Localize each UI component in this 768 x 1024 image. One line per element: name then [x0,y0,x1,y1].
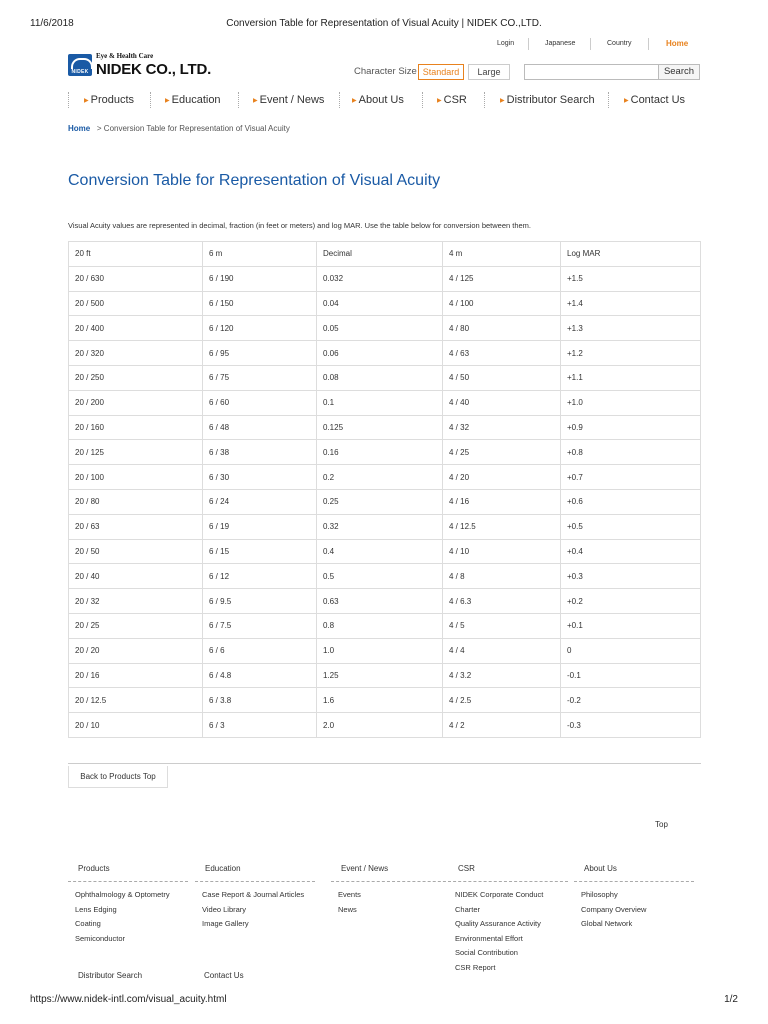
table-cell: 0.2 [317,465,443,490]
nav-label: About Us [358,94,404,106]
table-cell: 4 / 125 [443,266,561,291]
table-cell: 0.04 [317,291,443,316]
table-cell: +0.9 [561,415,701,440]
table-cell: 20 / 320 [69,341,203,366]
nav-label: Distributor Search [506,94,595,106]
table-cell: 6 / 4.8 [203,663,317,688]
table-cell: 4 / 80 [443,316,561,341]
table-cell: 4 / 32 [443,415,561,440]
table-cell: 20 / 500 [69,291,203,316]
table-cell: 6 / 24 [203,489,317,514]
print-title: Conversion Table for Representation of Visual Acuity | NIDEK CO.,LTD. [226,18,542,29]
table-cell: 6 / 7.5 [203,613,317,638]
nav-item-distributor-search[interactable] [500,90,595,110]
table-cell: -0.1 [561,663,701,688]
footer-column-heading[interactable]: CSR [448,864,568,882]
table-cell: 4 / 6.3 [443,589,561,614]
table-row [69,440,701,465]
table-cell: +0.4 [561,539,701,564]
footer-link[interactable]: Video Library [202,904,247,914]
print-header [30,18,738,32]
divider [528,38,529,50]
footer-link[interactable]: Company Overview [581,904,647,914]
nav-divider [68,92,69,108]
nav-divider [238,92,239,108]
table-cell: +0.8 [561,440,701,465]
table-row [69,613,701,638]
footer-link[interactable]: NIDEK Corporate Conduct [455,890,544,899]
nidek-logo-icon [68,54,92,76]
logo-mark-text: NIDEK [71,69,89,75]
table-cell: 20 / 12.5 [69,688,203,713]
table-cell: +1.4 [561,291,701,316]
table-cell: -0.3 [561,713,701,738]
table-cell: 6 / 38 [203,440,317,465]
footer-column-heading[interactable]: Education [195,864,315,882]
table-row [69,316,701,341]
table-cell: 4 / 4 [443,638,561,663]
column-header: Decimal [317,242,443,267]
table-row [69,341,701,366]
footer-link-list [331,882,451,917]
table-cell: 4 / 10 [443,539,561,564]
table-row [69,489,701,514]
table-cell: 20 / 20 [69,638,203,663]
table-cell: 20 / 250 [69,365,203,390]
table-body [69,266,701,737]
arrow-right-icon: ▶ [500,98,505,104]
table-cell: 4 / 100 [443,291,561,316]
table-cell: 20 / 32 [69,589,203,614]
table-cell: 1.6 [317,688,443,713]
table-cell: 0.5 [317,564,443,589]
footer-link-list [195,882,315,932]
country-link[interactable]: Country [607,40,632,47]
table-cell: 0.06 [317,341,443,366]
table-cell: 0.032 [317,266,443,291]
table-cell: 4 / 50 [443,365,561,390]
table-cell: 20 / 25 [69,613,203,638]
footer-link-list [448,882,568,975]
table-row [69,365,701,390]
nav-label: Contact Us [630,94,686,106]
table-cell: 6 / 120 [203,316,317,341]
divider [648,38,649,50]
table-cell: 4 / 5 [443,613,561,638]
footer-contact-us-link[interactable]: Contact Us [204,971,244,980]
table-cell: +1.3 [561,316,701,341]
table-cell: 4 / 25 [443,440,561,465]
table-cell: 6 / 95 [203,341,317,366]
table-cell: 6 / 3 [203,713,317,738]
japanese-link[interactable]: Japanese [545,40,576,47]
footer-column-heading[interactable]: Event / News [331,864,451,882]
nav-label: Education [171,94,221,106]
table-cell: 6 / 60 [203,390,317,415]
table-row [69,589,701,614]
breadcrumb [68,124,290,133]
footer-link-list [574,882,694,932]
standard-size-button[interactable]: Standard [418,64,464,80]
table-cell: 4 / 2.5 [443,688,561,713]
acuity-conversion-table [68,241,701,738]
nav-label: Products [90,94,135,106]
footer-link-list [68,882,188,946]
footer-link[interactable]: Image Gallery [202,919,249,928]
footer-link[interactable]: Lens Edging [75,904,117,914]
nav-divider [339,92,340,108]
table-cell: +0.3 [561,564,701,589]
table-cell: 20 / 50 [69,539,203,564]
table-cell: 20 / 125 [69,440,203,465]
footer-link[interactable]: Social Contribution [455,948,518,957]
table-cell: 6 / 190 [203,266,317,291]
table-row [69,291,701,316]
table-cell: 2.0 [317,713,443,738]
table-row [69,564,701,589]
nav-item-education[interactable] [165,90,221,110]
column-header: 6 m [203,242,317,267]
print-url: https://www.nidek-intl.com/visual_acuity.html [30,994,227,1005]
footer-link[interactable]: CSR Report [455,962,496,972]
nav-item-about-us[interactable] [352,90,404,110]
table-cell: 4 / 63 [443,341,561,366]
column-header: Log MAR [561,242,701,267]
footer-column [195,864,315,932]
back-area [68,763,701,781]
table-cell: 6 / 9.5 [203,589,317,614]
arrow-right-icon: ▶ [624,98,629,104]
footer-link[interactable]: Events [338,890,361,899]
footer-link[interactable]: Semiconductor [75,933,126,943]
arrow-right-icon: ▶ [84,98,89,104]
table-cell: +1.2 [561,341,701,366]
table-cell: 4 / 20 [443,465,561,490]
table-cell: 0.1 [317,390,443,415]
table-cell: 1.0 [317,638,443,663]
table-cell: 6 / 19 [203,514,317,539]
footer-column-heading[interactable]: About Us [574,864,694,882]
table-cell: 20 / 63 [69,514,203,539]
table-row [69,539,701,564]
large-size-button[interactable]: Large [468,64,510,80]
main-nav [68,90,700,110]
table-cell: 1.25 [317,663,443,688]
print-page-number: 1/2 [724,994,738,1005]
nav-label: Event / News [259,94,325,106]
nav-divider [484,92,485,108]
table-cell: 6 / 12 [203,564,317,589]
table-cell: 0.8 [317,613,443,638]
footer-link[interactable]: Case Report & Journal Articles [202,890,305,899]
nav-item-csr[interactable] [437,90,467,110]
table-cell: 6 / 30 [203,465,317,490]
back-to-top-link[interactable]: Top [655,820,668,829]
table-cell: 6 / 48 [203,415,317,440]
nav-divider [608,92,609,108]
home-link[interactable]: Home [666,39,689,48]
footer-link[interactable]: Global Network [581,919,633,928]
arrow-right-icon: ▶ [253,98,258,104]
footer-column [331,864,451,917]
breadcrumb-home-link[interactable]: Home [68,124,91,133]
table-cell: 0.08 [317,365,443,390]
footer-link[interactable]: Philosophy [581,890,618,899]
table-cell: 4 / 3.2 [443,663,561,688]
table-cell: 0.05 [317,316,443,341]
footer-link[interactable]: Ophthalmology & Optometry [75,890,170,899]
table-row [69,390,701,415]
table-cell: +0.7 [561,465,701,490]
table-cell: 0.4 [317,539,443,564]
table-cell: 20 / 100 [69,465,203,490]
table-cell: 4 / 8 [443,564,561,589]
table-cell: 20 / 160 [69,415,203,440]
nav-item-event-news[interactable] [253,90,324,110]
footer-distributor-search-link[interactable]: Distributor Search [78,971,143,980]
table-cell: 6 / 75 [203,365,317,390]
table-header-row [69,242,701,267]
arrow-right-icon: ▶ [352,98,357,104]
table-cell: +1.0 [561,390,701,415]
column-header: 20 ft [69,242,203,267]
table-cell: 0.32 [317,514,443,539]
table-cell: 4 / 2 [443,713,561,738]
login-link[interactable]: Login [497,40,515,47]
footer-column [574,864,694,932]
table-cell: 4 / 16 [443,489,561,514]
table-row [69,514,701,539]
table-cell: +0.6 [561,489,701,514]
table-cell: 0.25 [317,489,443,514]
table-cell: 20 / 630 [69,266,203,291]
nidek-logo[interactable] [68,52,228,80]
search-input[interactable] [524,64,658,80]
footer-link[interactable]: Environmental Effort [455,933,523,943]
table-cell: +0.1 [561,613,701,638]
table-cell: +1.5 [561,266,701,291]
footer-column [448,864,568,975]
arrow-right-icon: ▶ [165,98,170,104]
nav-divider [422,92,423,108]
table-cell: 20 / 200 [69,390,203,415]
nav-item-products[interactable] [84,90,134,110]
table-row [69,663,701,688]
table-row [69,638,701,663]
divider [590,38,591,50]
footer-link[interactable]: Coating [75,919,101,928]
back-to-products-button[interactable]: Back to Products Top [68,766,168,788]
print-date: 11/6/2018 [30,18,74,29]
footer-link[interactable]: News [338,904,357,914]
table-cell: 4 / 40 [443,390,561,415]
table-cell: 4 / 12.5 [443,514,561,539]
table-row [69,713,701,738]
character-size-label: Character Size [354,66,417,77]
page-title: Conversion Table for Representation of Visual Acuity [68,172,441,189]
table-row [69,266,701,291]
footer-column-heading[interactable]: Products [68,864,188,882]
table-cell: 20 / 40 [69,564,203,589]
table-cell: 6 / 3.8 [203,688,317,713]
logo-name: NIDEK CO., LTD. [96,61,212,78]
table-cell: 0.63 [317,589,443,614]
logo-subtitle: Eye & Health Care [96,52,154,60]
table-cell: +0.5 [561,514,701,539]
nav-item-contact-us[interactable] [624,90,685,110]
table-cell: 0.16 [317,440,443,465]
table-cell: 20 / 10 [69,713,203,738]
table-cell: 6 / 150 [203,291,317,316]
intro-text: Visual Acuity values are represented in decimal, fraction (in feet or meters) and log MAR. Use the table below for conversion between them. [68,221,532,230]
footer-link[interactable]: Quality Assurance Activity [455,919,541,928]
nav-divider [150,92,151,108]
table-cell: 6 / 6 [203,638,317,663]
table-cell: 20 / 16 [69,663,203,688]
footer-link[interactable]: Charter [455,904,481,914]
print-footer [30,994,738,1008]
table-cell: 0.125 [317,415,443,440]
nav-label: CSR [443,94,467,106]
table-cell: +0.2 [561,589,701,614]
table-row [69,688,701,713]
table-row [69,465,701,490]
table-cell: 0 [561,638,701,663]
table-cell: 6 / 15 [203,539,317,564]
table-cell: -0.2 [561,688,701,713]
breadcrumb-current: > Conversion Table for Representation of Visual Acuity [96,124,290,133]
table-row [69,415,701,440]
column-header: 4 m [443,242,561,267]
table-cell: 20 / 400 [69,316,203,341]
search-button[interactable]: Search [658,64,700,80]
table-cell: +1.1 [561,365,701,390]
arrow-right-icon: ▶ [437,98,442,104]
footer-column [68,864,188,946]
table-cell: 20 / 80 [69,489,203,514]
